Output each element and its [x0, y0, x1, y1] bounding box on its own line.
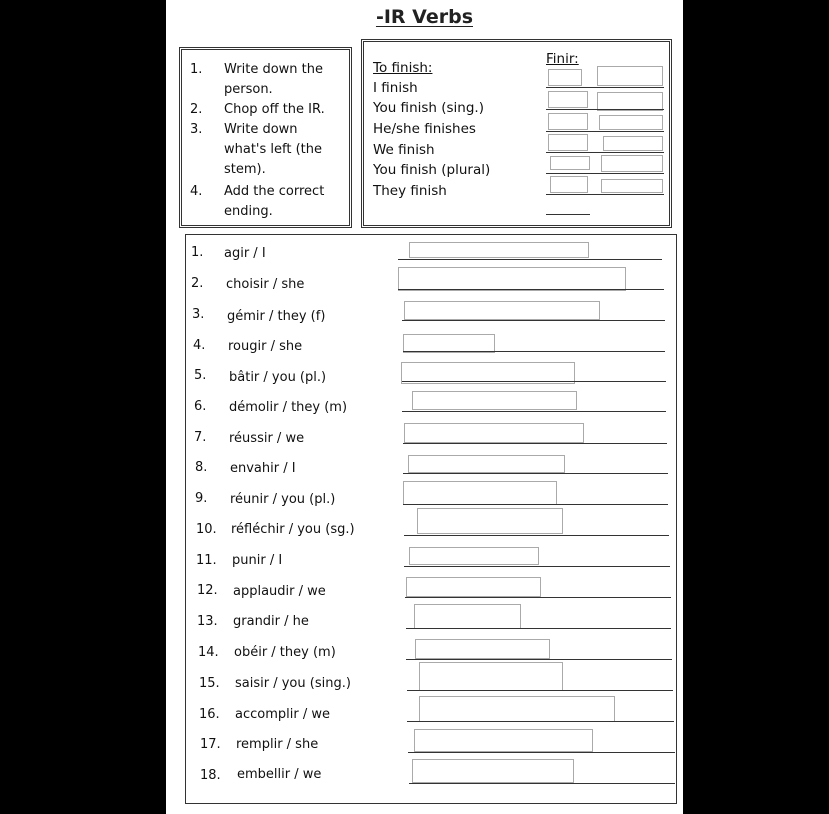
answer-line: [398, 259, 662, 260]
exercise-number: 2.: [191, 276, 204, 291]
answer-line: [546, 152, 664, 153]
instructions-box: [179, 47, 352, 228]
step-text: Chop off the IR.: [224, 102, 325, 117]
exercise-number: 17.: [200, 737, 221, 752]
step-number: 1.: [190, 62, 203, 77]
exercise-number: 4.: [193, 338, 206, 353]
answer-input[interactable]: [409, 547, 539, 565]
answer-input[interactable]: [419, 662, 563, 691]
stem-input[interactable]: [548, 134, 588, 151]
exercise-number: 1.: [191, 245, 204, 260]
answer-line: [398, 289, 664, 290]
exercise-prompt: réfléchir / you (sg.): [231, 522, 355, 537]
exercise-number: 7.: [194, 430, 207, 445]
exercise-prompt: punir / I: [232, 553, 283, 568]
answer-line: [404, 566, 670, 567]
exercise-prompt: réunir / you (pl.): [230, 492, 336, 507]
answer-input[interactable]: [409, 242, 589, 258]
answer-line: [546, 87, 664, 88]
stem-input[interactable]: [548, 113, 588, 130]
exercise-prompt: applaudir / we: [233, 584, 326, 599]
step-text: Write down what's left (the stem).: [224, 122, 323, 177]
exercise-number: 12.: [197, 583, 218, 598]
answer-line: [546, 131, 664, 132]
exercise-prompt: embellir / we: [237, 767, 322, 782]
worksheet-title: -IR Verbs: [375, 6, 474, 28]
answer-input[interactable]: [415, 639, 550, 659]
answer-line: [403, 473, 668, 474]
step-text: Add the correct ending.: [224, 184, 325, 219]
exercise-prompt: envahir / I: [230, 461, 296, 476]
exercise-number: 18.: [200, 768, 221, 783]
exercise-number: 9.: [195, 491, 208, 506]
person-label: You finish (sing.): [373, 100, 484, 116]
step-text: Write down the person.: [224, 62, 323, 97]
exercise-number: 16.: [199, 707, 220, 722]
stem-input[interactable]: [548, 91, 588, 108]
exercise-prompt: obéir / they (m): [234, 645, 336, 660]
answer-input[interactable]: [408, 455, 565, 473]
answer-input[interactable]: [412, 391, 577, 410]
exercise-prompt: rougir / she: [228, 339, 303, 354]
answer-line: [546, 173, 664, 174]
ending-input[interactable]: [599, 115, 663, 130]
answer-input[interactable]: [417, 508, 563, 534]
answer-line: [409, 783, 675, 784]
answer-input[interactable]: [403, 481, 557, 505]
exercise-number: 10.: [196, 522, 217, 537]
exercise-prompt: réussir / we: [229, 431, 305, 446]
stem-input[interactable]: [550, 156, 590, 170]
exercise-prompt: remplir / she: [236, 737, 319, 752]
verb-label: Finir:: [546, 51, 579, 67]
answer-line: [402, 320, 665, 321]
answer-line: [546, 109, 664, 110]
answer-line: [406, 659, 672, 660]
answer-line: [405, 597, 671, 598]
answer-line: [408, 752, 675, 753]
stem-input[interactable]: [548, 69, 582, 86]
exercise-prompt: gémir / they (f): [227, 309, 326, 324]
step-number: 2.: [190, 102, 203, 117]
answer-line: [404, 535, 669, 536]
exercise-prompt: saisir / you (sing.): [235, 676, 351, 691]
answer-line: [403, 504, 668, 505]
exercise-prompt: démolir / they (m): [229, 400, 348, 415]
step-number: 4.: [190, 184, 203, 199]
answer-line: [402, 381, 666, 382]
exercise-prompt: bâtir / you (pl.): [229, 370, 327, 385]
answer-input[interactable]: [414, 729, 593, 752]
exercise-number: 5.: [194, 368, 207, 383]
exercise-prompt: choisir / she: [226, 277, 305, 292]
ending-input[interactable]: [601, 155, 663, 172]
worksheet-page: [166, 0, 683, 814]
answer-line: [407, 721, 674, 722]
answer-line: [546, 214, 590, 215]
answer-input[interactable]: [412, 759, 574, 783]
conjugation-heading: To finish:: [373, 60, 433, 76]
exercise-prompt: accomplir / we: [235, 707, 330, 722]
answer-input[interactable]: [404, 423, 584, 443]
person-label: I finish: [373, 80, 418, 96]
answer-input[interactable]: [398, 267, 626, 291]
exercise-number: 13.: [197, 614, 218, 629]
stem-input[interactable]: [550, 176, 588, 193]
step-number: 3.: [190, 122, 203, 137]
exercise-number: 14.: [198, 645, 219, 660]
answer-input[interactable]: [404, 301, 600, 320]
answer-line: [403, 443, 667, 444]
answer-line: [406, 628, 671, 629]
exercise-prompt: grandir / he: [233, 614, 309, 629]
ending-input[interactable]: [597, 66, 663, 86]
answer-input[interactable]: [406, 577, 541, 597]
ending-input[interactable]: [603, 136, 663, 151]
exercise-number: 6.: [194, 399, 207, 414]
person-label: We finish: [373, 142, 435, 158]
answer-line: [546, 194, 664, 195]
answer-line: [407, 690, 673, 691]
conjugation-box: [361, 39, 672, 228]
exercise-number: 15.: [199, 676, 220, 691]
answer-line: [402, 411, 666, 412]
exercise-number: 11.: [196, 553, 217, 568]
person-label: They finish: [373, 183, 447, 199]
exercise-number: 8.: [195, 460, 208, 475]
person-label: He/she finishes: [373, 121, 476, 137]
person-label: You finish (plural): [373, 162, 491, 178]
ending-input[interactable]: [601, 179, 663, 193]
answer-input[interactable]: [414, 604, 521, 629]
answer-line: [403, 351, 665, 352]
answer-input[interactable]: [419, 696, 615, 722]
exercise-prompt: agir / I: [224, 246, 266, 261]
exercise-number: 3.: [192, 307, 205, 322]
